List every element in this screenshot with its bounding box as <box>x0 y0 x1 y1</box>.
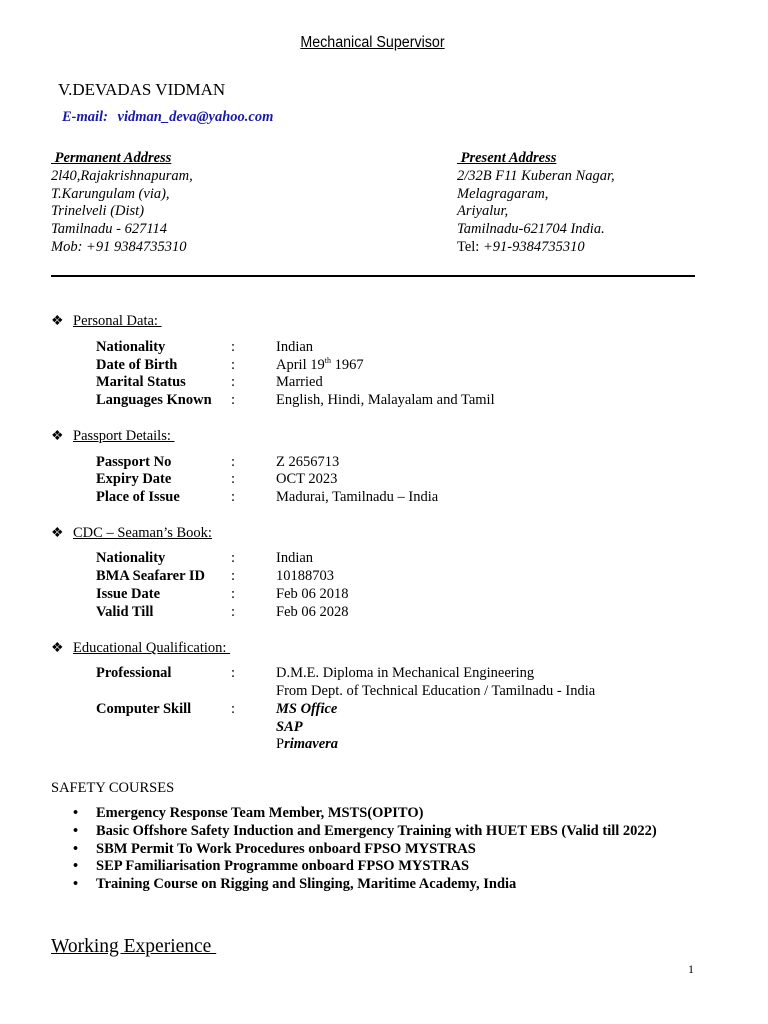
present-address-line: Melagragaram, <box>457 185 549 202</box>
bullet-icon: • <box>73 876 79 893</box>
field-colon: : <box>231 586 236 602</box>
field-key: Computer Skill <box>96 701 192 717</box>
diamond-bullet-icon: ❖ <box>51 429 64 444</box>
permanent-address-line: T.Karungulam (via), <box>51 185 170 202</box>
section-education <box>51 640 230 657</box>
field-key: Valid Till <box>96 604 154 620</box>
field-value: 10188703 <box>276 568 334 584</box>
list-item <box>51 805 657 823</box>
field-row <box>96 374 716 392</box>
field-value: Feb 06 2018 <box>276 586 349 602</box>
field-colon: : <box>231 550 236 566</box>
email-address[interactable]: vidman_deva@yahoo.com <box>117 109 274 125</box>
dob-day: April 19 <box>276 357 325 373</box>
permanent-address-line: 2l40,Rajakrishnapuram, <box>51 167 193 184</box>
field-value: Indian <box>276 550 314 566</box>
field-colon: : <box>231 489 236 505</box>
field-key: Passport No <box>96 454 172 470</box>
present-address-line: Tamilnadu-621704 India. <box>457 221 605 238</box>
permanent-address-heading: Permanent Address <box>51 150 172 166</box>
field-row <box>96 568 716 586</box>
field-value: Feb 06 2028 <box>276 604 349 620</box>
bullet-icon: • <box>73 805 79 821</box>
field-colon: : <box>231 604 236 620</box>
field-colon: : <box>231 374 236 390</box>
permanent-address-line: Tamilnadu - 627114 <box>51 221 168 238</box>
present-address-line: 2/32B F11 Kuberan Nagar, <box>457 167 615 184</box>
field-row <box>96 550 716 568</box>
present-address <box>457 150 615 257</box>
diamond-bullet-icon: ❖ <box>51 314 64 329</box>
primavera-rest: rimavera <box>284 736 339 752</box>
field-colon: : <box>231 568 236 584</box>
field-key: Nationality <box>96 339 166 355</box>
section-heading: Educational Qualification: <box>73 640 231 656</box>
tel-label: Tel: <box>457 238 483 255</box>
field-row <box>96 357 716 375</box>
field-key: Date of Birth <box>96 357 178 373</box>
field-row <box>96 604 716 622</box>
permanent-address-mobile: Mob: +91 9384735310 <box>51 238 187 255</box>
course-text: Training Course on Rigging and Slinging, Maritime Academy, India <box>96 876 517 893</box>
document-title: Mechanical Supervisor <box>300 34 445 51</box>
field-colon: : <box>231 471 236 487</box>
field-key: Nationality <box>96 550 166 566</box>
field-value: Madurai, Tamilnadu – India <box>276 489 439 505</box>
field-key: Languages Known <box>96 392 212 408</box>
field-key: Place of Issue <box>96 489 180 505</box>
section-heading: Personal Data: <box>73 313 162 329</box>
horizontal-rule <box>51 275 695 277</box>
field-key: Expiry Date <box>96 471 172 487</box>
field-colon: : <box>231 392 236 408</box>
field-key: Marital Status <box>96 374 186 390</box>
dob-year: 1967 <box>330 357 364 373</box>
field-row <box>96 339 716 357</box>
course-text: SBM Permit To Work Procedures onboard FPSO MYSTRAS <box>96 840 476 857</box>
safety-courses-heading: SAFETY COURSES <box>51 780 175 796</box>
course-text: Basic Offshore Safety Induction and Emergency Training with HUET EBS (Valid till 2022) <box>96 822 657 839</box>
field-value: D.M.E. Diploma in Mechanical Engineering <box>276 665 535 681</box>
field-row <box>96 701 716 719</box>
section-cdc <box>51 525 212 542</box>
field-value <box>276 736 338 753</box>
field-colon: : <box>231 665 236 681</box>
field-value: SAP <box>276 719 303 735</box>
candidate-name: V.DEVADAS VIDMAN <box>58 80 226 99</box>
field-row <box>96 736 716 754</box>
safety-courses-list <box>51 805 657 894</box>
list-item <box>51 823 657 841</box>
course-text: SEP Familiarisation Programme onboard FPSO MYSTRAS <box>96 858 470 875</box>
field-value: Indian <box>276 339 314 355</box>
primavera-initial: P <box>276 736 285 752</box>
list-item <box>51 858 657 876</box>
course-text: Emergency Response Team Member, MSTS(OPITO) <box>96 805 424 821</box>
field-colon: : <box>231 357 236 373</box>
dob-suffix: th <box>324 356 331 366</box>
section-personal-data <box>51 313 162 330</box>
present-address-tel <box>457 239 615 257</box>
section-passport <box>51 428 175 445</box>
field-colon: : <box>231 339 236 355</box>
permanent-address-line: Trinelveli (Dist) <box>51 203 145 220</box>
field-value <box>276 357 364 374</box>
field-row <box>96 489 716 507</box>
email-label: E-mail: <box>62 109 108 125</box>
field-row <box>96 683 716 701</box>
field-key: Professional <box>96 665 172 681</box>
field-value: Married <box>276 374 323 390</box>
section-heading: Passport Details: <box>73 428 175 444</box>
email-line <box>62 109 273 126</box>
field-colon: : <box>231 454 236 470</box>
field-value: Z 2656713 <box>276 454 340 470</box>
permanent-address <box>51 150 193 257</box>
field-key: BMA Seafarer ID <box>96 568 206 584</box>
field-value: From Dept. of Technical Education / Tamilnadu - India <box>276 683 596 699</box>
bullet-icon: • <box>73 858 79 875</box>
present-address-heading: Present Address <box>457 150 557 166</box>
diamond-bullet-icon: ❖ <box>51 641 64 656</box>
diamond-bullet-icon: ❖ <box>51 526 64 541</box>
field-row <box>96 586 716 604</box>
list-item <box>51 841 657 859</box>
field-row <box>96 392 716 410</box>
list-item <box>51 876 657 894</box>
field-row <box>96 719 716 737</box>
working-experience-heading: Working Experience <box>51 936 217 957</box>
tel-number: +91-9384735310 <box>482 238 585 255</box>
bullet-icon: • <box>73 822 79 839</box>
field-key: Issue Date <box>96 586 161 602</box>
bullet-icon: • <box>73 840 79 857</box>
section-heading: CDC – Seaman’s Book: <box>73 525 212 541</box>
field-value: MS Office <box>276 701 338 717</box>
field-value: English, Hindi, Malayalam and Tamil <box>276 392 495 408</box>
field-colon: : <box>231 701 236 717</box>
field-value: OCT 2023 <box>276 471 338 487</box>
field-row <box>96 471 716 489</box>
page-number: 1 <box>688 962 694 976</box>
field-row <box>96 454 716 472</box>
field-row <box>96 665 716 683</box>
present-address-line: Ariyalur, <box>457 203 509 220</box>
